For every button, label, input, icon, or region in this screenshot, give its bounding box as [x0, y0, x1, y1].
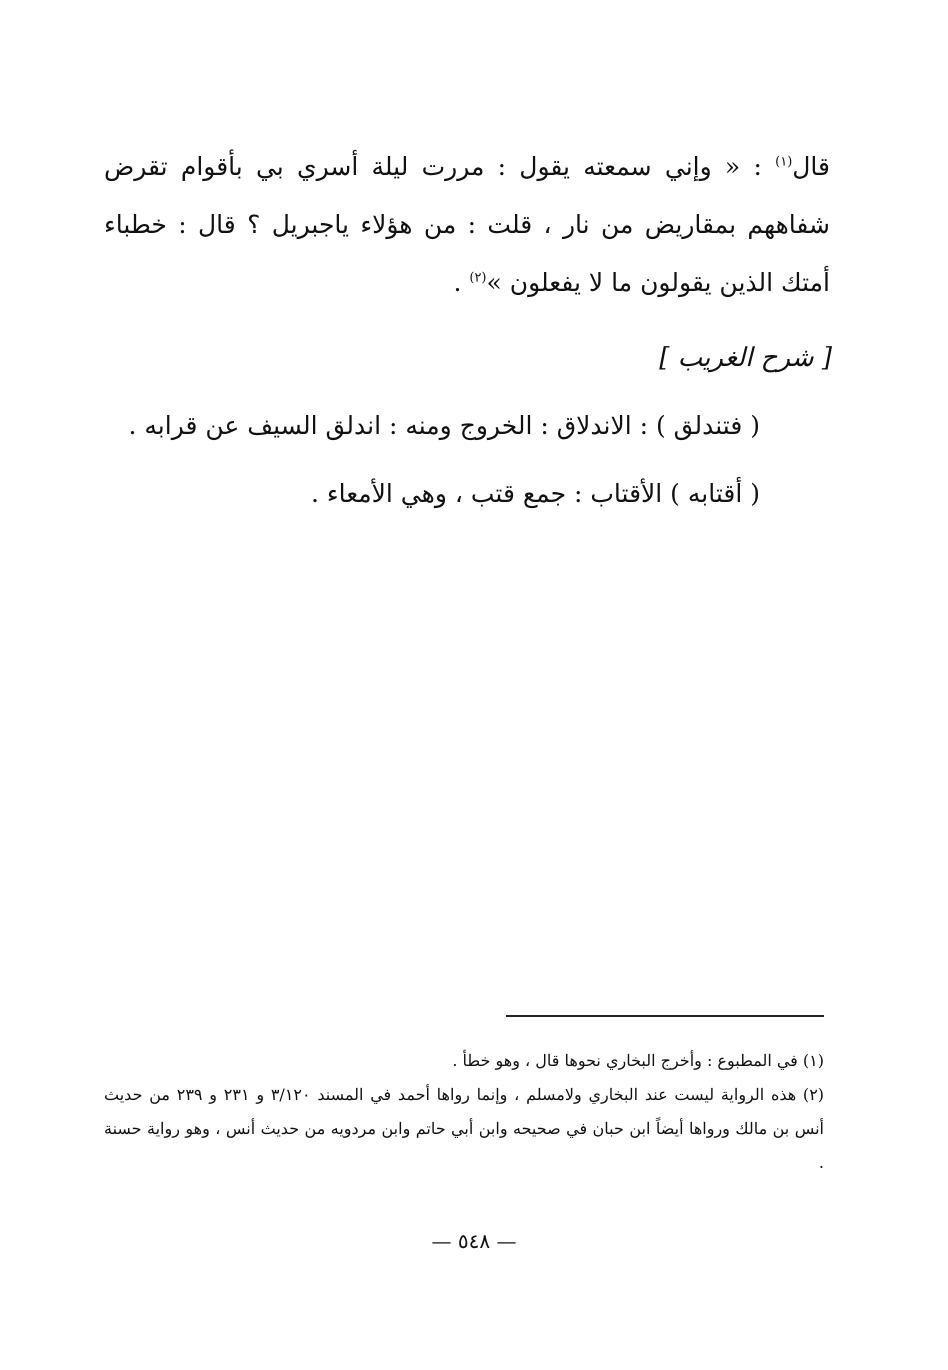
footnotes-section	[104, 1044, 824, 1180]
main-paragraph-end: .	[453, 268, 470, 297]
section-heading: [ شرح الغريب ]	[659, 343, 832, 373]
footnote-ref-1: (١)	[775, 154, 793, 170]
page-number: — ٥٤٨ —	[431, 1229, 517, 1253]
main-paragraph	[104, 138, 830, 312]
footnote-2: (٢) هذه الرواية ليست عند البخاري ولامسلم ، وإنما رواها أحمد في المسند ٣/١٢٠ و ٢٣١ و ٢٣٩ من حديث أنس بن مالك ورواها أيضاً ابن حبان في صحيحه وابن أبي حاتم وابن مردويه من حديث أنس ، وهو رواية حسنة .	[104, 1085, 825, 1172]
footnote-divider	[506, 1015, 824, 1017]
footnote-ref-2: (٢)	[469, 270, 487, 286]
gloss-entry-1: ( فتندلق ) : الاندلاق : الخروج ومنه : اندلق السيف عن قرابه .	[128, 411, 760, 440]
footnote-1: (١) في المطبوع : وأخرج البخاري نحوها قال ، وهو خطأ .	[452, 1051, 824, 1070]
gloss-entry-2: ( أقتابه ) الأقتاب : جمع قتب ، وهي الأمعاء .	[310, 479, 760, 508]
main-paragraph-body: : « وإني سمعته يقول : مررت ليلة أسري بي بأقوام تقرض شفاههم بمقاريض من نار ، قلت : من هؤلاء ياجبريل ؟ قال : خطباء أمتك الذين يقولون ما لا يفعلون »	[104, 152, 830, 297]
main-paragraph-lead: قال	[792, 152, 830, 181]
